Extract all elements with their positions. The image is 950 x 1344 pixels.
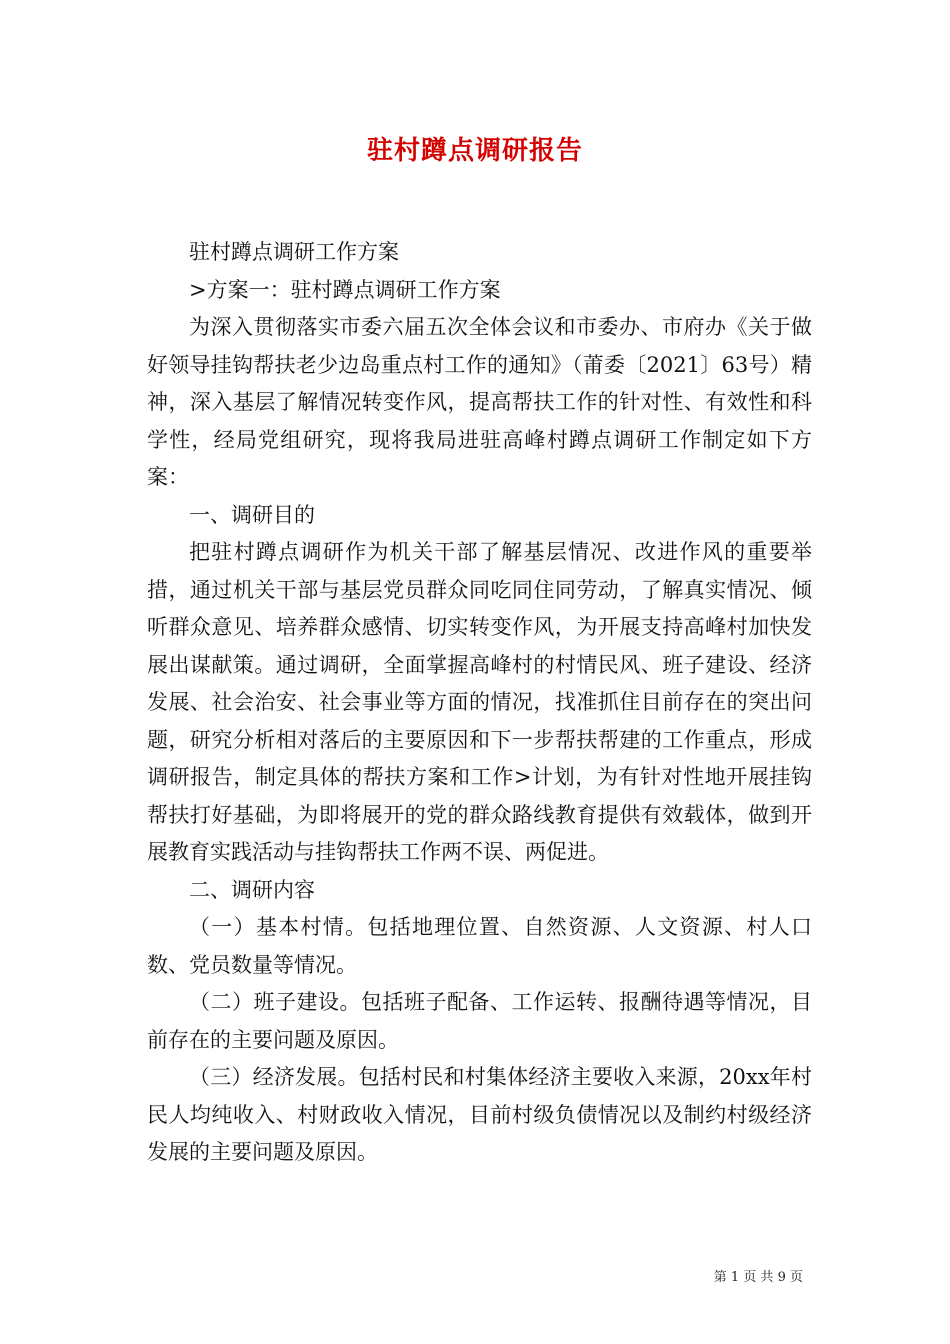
paragraph: 驻村蹲点调研工作方案 [189, 240, 399, 264]
paragraph: （一）基本村情。包括地理位置、自然资源、人文资源、村人口数、党员数量等情况。 [147, 915, 812, 977]
paragraph: 一、调研目的 [189, 502, 315, 527]
document-body [147, 234, 812, 1172]
page-number: 第 1 页 共 9 页 [713, 1270, 803, 1285]
paragraph: 为深入贯彻落实市委六届五次全体会议和市委办、市府办《关于做好领导挂钩帮扶老少边岛重点村工作的通知》（莆委〔2021〕63号）精神，深入基层了解情况转变作风，提高帮扶工作的针对性、有效性和科学性，经局党组研究，现将我局进驻高峰村蹲点调研工作制定如下方案： [147, 315, 812, 489]
paragraph: 把驻村蹲点调研作为机关干部了解基层情况、改进作风的重要举措，通过机关干部与基层党员群众同吃同住同劳动，了解真实情况、倾听群众意见、培养群众感情、切实转变作风，为开展支持高峰村加快发展出谋献策。通过调研，全面掌握高峰村的村情民风、班子建设、经济发展、社会治安、社会事业等方面的情况，找准抓住目前存在的突出问题，研究分析相对落后的主要原因和下一步帮扶帮建的工作重点，形成调研报告，制定具体的帮扶方案和工作>计划，为有针对性地开展挂钩帮扶打好基础，为即将展开的党的群众路线教育提供有效载体，做到开展教育实践活动与挂钩帮扶工作两不误、两促进。 [147, 540, 812, 864]
paragraph: 二、调研内容 [189, 877, 315, 902]
document-title: 驻村蹲点调研报告 [366, 136, 583, 166]
paragraph: （三）经济发展。包括村民和村集体经济主要收入来源，20xx年村民人均纯收入、村财政收入情况，目前村级负债情况以及制约村级经济发展的主要问题及原因。 [147, 1065, 812, 1164]
paragraph: >方案一：驻村蹲点调研工作方案 [189, 277, 501, 302]
paragraph: （二）班子建设。包括班子配备、工作运转、报酬待遇等情况，目前存在的主要问题及原因。 [147, 990, 812, 1052]
